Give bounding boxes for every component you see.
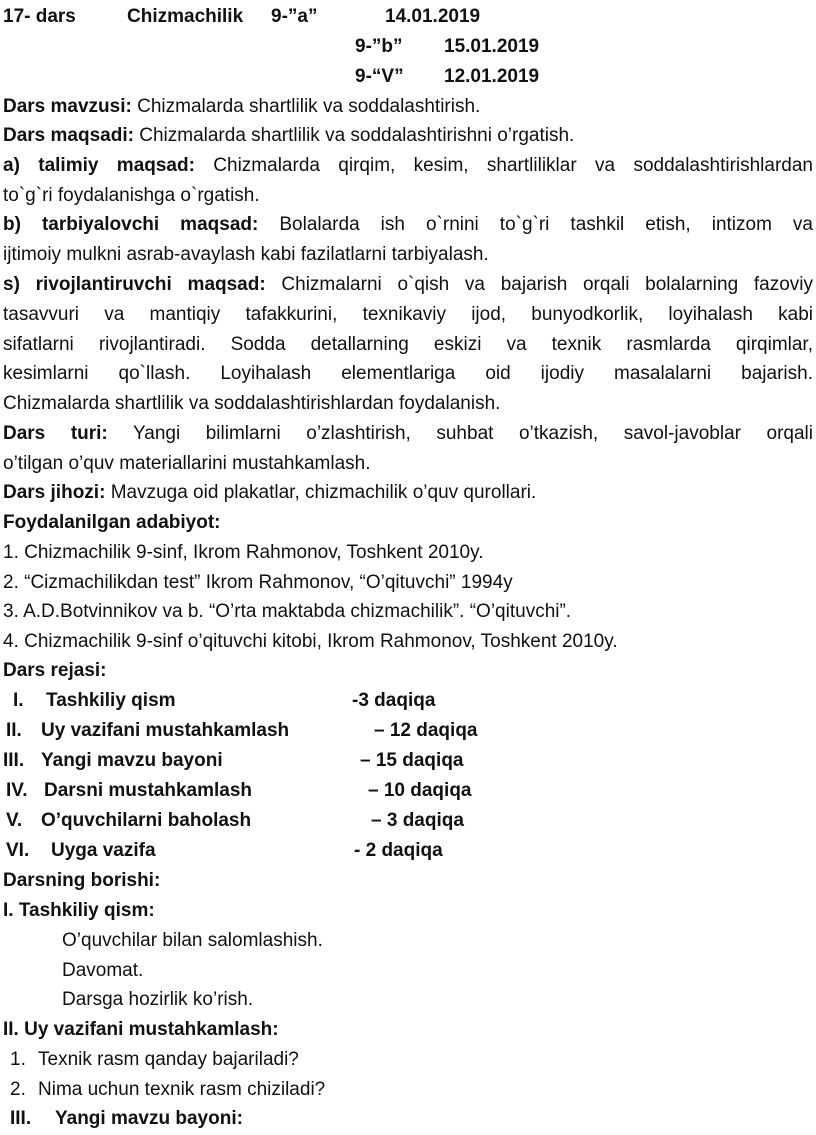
developmental-goal-line-4: kesimlarni qo`llash. Loyihalash elementlariga oid ijodiy masalalarni bajarish. xyxy=(3,363,813,384)
class-date: 15.01.2019 xyxy=(444,36,540,57)
plan-item xyxy=(3,806,813,836)
plan-item-time: - 2 daqiqa xyxy=(354,840,443,861)
plan-item-name: Yangi mavzu bayoni xyxy=(41,750,223,771)
lesson-type-label: Dars turi: xyxy=(3,423,108,444)
goal-label: Dars maqsadi: xyxy=(3,125,134,146)
subject-name: Chizmachilik xyxy=(127,6,244,27)
header-line-1 xyxy=(3,2,813,32)
lesson-type-text: Yangi bilimlarni o’zlashtirish, suhbat o’tkazish, savol-javoblar orqali xyxy=(132,423,813,444)
new-topic-text: Yangi mavzu bayoni: xyxy=(55,1108,243,1129)
plan-item xyxy=(3,776,813,806)
developmental-goal-line-1 xyxy=(3,270,813,300)
plan-item-number: IV. xyxy=(6,780,28,801)
lesson-type-line-1 xyxy=(3,419,813,449)
developmental-goal-line-3: sifatlarni rivojlantiradi. Sodda detallarning eskizi va texnik rasmlarda qirqimlar, xyxy=(3,334,813,355)
upbringing-goal-line-1 xyxy=(3,210,813,240)
homework-question xyxy=(3,1075,813,1105)
question-number: 2. xyxy=(10,1079,26,1100)
class-label: 9-”a” xyxy=(271,6,318,27)
developmental-goal-label: s) rivojlantiruvchi maqsad: xyxy=(3,274,266,295)
equipment-text: Mavzuga oid plakatlar, chizmachilik o’quv qurollari. xyxy=(110,482,537,503)
topic-text: Chizmalarda shartlilik va soddalashtirish. xyxy=(137,96,481,117)
organizational-item: Davomat. xyxy=(62,960,144,981)
plan-item-name: Uy vazifani mustahkamlash xyxy=(41,720,290,741)
plan-item xyxy=(3,836,813,866)
topic-label: Dars mavzusi: xyxy=(3,96,132,117)
class-date: 12.01.2019 xyxy=(444,66,540,87)
plan-title: Dars rejasi: xyxy=(3,660,107,681)
plan-item-number: VI. xyxy=(6,840,30,861)
equipment-label: Dars jihozi: xyxy=(3,482,106,503)
plan-item-time: – 12 daqiqa xyxy=(374,720,478,741)
class-label: 9-“V” xyxy=(355,66,404,87)
homework-review-title: II. Uy vazifani mustahkamlash: xyxy=(3,1019,279,1040)
plan-item-number: III. xyxy=(3,750,25,771)
upbringing-goal-text: Bolalarda ish o`rnini to`g`ri tashkil etish, intizom va xyxy=(279,214,814,235)
educational-goal-text: Chizmalarda qirqim, kesim, shartliliklar va soddalashtirishlardan xyxy=(213,155,813,176)
literature-item: 1. Chizmachilik 9-sinf, Ikrom Rahmonov, Toshkent 2010y. xyxy=(3,542,484,563)
new-topic-number: III. xyxy=(10,1108,32,1129)
plan-item-time: – 15 daqiqa xyxy=(360,750,464,771)
plan-item-time: -3 daqiqa xyxy=(352,690,436,711)
plan-item-name: O’quvchilarni baholash xyxy=(41,810,252,831)
goal-line xyxy=(3,121,813,151)
plan-item-number: II. xyxy=(6,720,22,741)
plan-item-number: I. xyxy=(13,690,24,711)
lesson-type-line-2: o’tilgan o’quv materiallarini mustahkamlash. xyxy=(3,453,371,474)
educational-goal-line-1 xyxy=(3,151,813,181)
topic-line xyxy=(3,92,813,122)
homework-question xyxy=(3,1045,813,1075)
question-text: Nima uchun texnik rasm chiziladi? xyxy=(38,1079,326,1100)
question-number: 1. xyxy=(10,1049,26,1070)
plan-item-name: Uyga vazifa xyxy=(51,840,156,861)
plan-item-name: Tashkiliy qism xyxy=(46,690,176,711)
upbringing-goal-line-2: ijtimoiy mulkni asrab-avaylash kabi fazilatlarni tarbiyalash. xyxy=(3,244,489,265)
plan-item-number: V. xyxy=(6,810,23,831)
header-line-2 xyxy=(3,32,813,62)
educational-goal-line-2: to`g`ri foydalanishga o`rgatish. xyxy=(3,185,260,206)
organizational-item: Darsga hozirlik ko’rish. xyxy=(62,989,254,1010)
class-date: 14.01.2019 xyxy=(385,6,481,27)
plan-item-time: – 3 daqiqa xyxy=(371,810,464,831)
literature-item: 2. “Cizmachilikdan test” Ikrom Rahmonov, “O’qituvchi” 1994y xyxy=(3,572,513,593)
header-line-3 xyxy=(3,62,813,92)
literature-item: 3. A.D.Botvinnikov va b. “O’rta maktabda chizmachilik”. “O’qituvchi”. xyxy=(3,601,572,622)
new-topic-title xyxy=(3,1104,813,1134)
question-text: Texnik rasm qanday bajariladi? xyxy=(38,1049,299,1070)
developmental-goal-text: Chizmalarni o`qish va bajarish orqali bolalarning fazoviy xyxy=(281,274,813,295)
lesson-number: 17- dars xyxy=(3,6,76,27)
plan-item xyxy=(3,686,813,716)
literature-item: 4. Chizmachilik 9-sinf o’qituvchi kitobi, Ikrom Rahmonov, Toshkent 2010y. xyxy=(3,631,618,652)
literature-title: Foydalanilgan adabiyot: xyxy=(3,512,221,533)
upbringing-goal-label: b) tarbiyalovchi maqsad: xyxy=(3,214,259,235)
plan-item xyxy=(3,716,813,746)
plan-item xyxy=(3,746,813,776)
equipment-line xyxy=(3,478,813,508)
plan-item-time: – 10 daqiqa xyxy=(368,780,472,801)
educational-goal-label: a) talimiy maqsad: xyxy=(3,155,195,176)
developmental-goal-line-5: Chizmalarda shartlilik va soddalashtirishlardan foydalanish. xyxy=(3,393,501,414)
goal-text: Chizmalarda shartlilik va soddalashtirishni o’rgatish. xyxy=(139,125,575,146)
organizational-section-title: I. Tashkiliy qism: xyxy=(3,900,155,921)
plan-item-name: Darsni mustahkamlash xyxy=(44,780,253,801)
lesson-flow-title: Darsning borishi: xyxy=(3,870,161,891)
class-label: 9-”b” xyxy=(355,36,403,57)
developmental-goal-line-2: tasavvuri va mantiqiy tafakkurini, texnikaviy ijod, bunyodkorlik, loyihalash kabi xyxy=(3,304,813,325)
organizational-item: O’quvchilar bilan salomlashish. xyxy=(62,930,323,951)
